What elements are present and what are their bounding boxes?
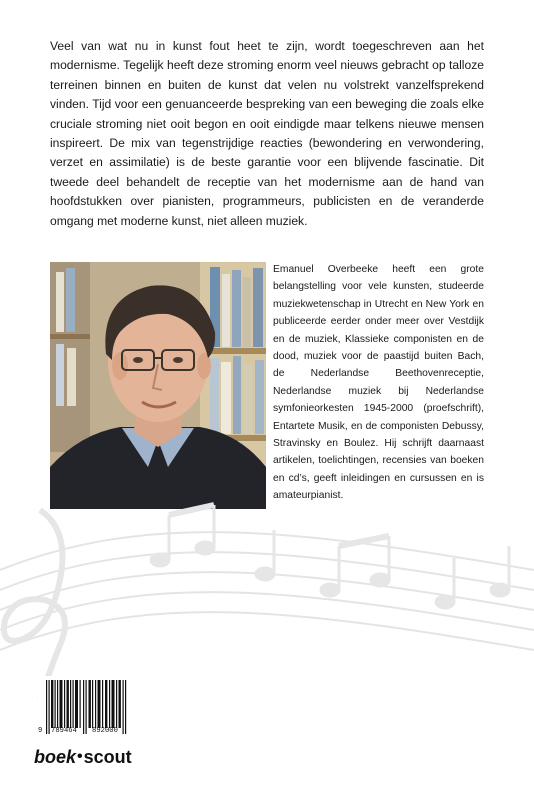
book-blurb: Veel van wat nu in kunst fout heet te zijn, wordt toegeschreven aan het modernisme. Tegelijk heeft deze stroming enorm veel nieuws gebracht op talloze terreinen binnen en buiten de kunst dat velen nu volstrekt vanzelfsprekend vinden. Tijd voor een genuanceerde bespreking van een beweging die zoals elke cruciale stroming niet ooit begon en ooit eindigde maar telkens nieuwe mensen inspireert. De mix van tegenstrijdige reacties (bewondering en verwondering, verzet en assimilatie) is de beste garantie voor een blijvende fascinatie. Dit tweede deel behandelt de receptie van het modernisme aan de hand van hoofdstukken over pianisten, programmeurs, publicisten en de veranderde omgang met moderne kunst, niet alleen muziek. [50, 39, 484, 228]
barcode-left-group: 789464 [51, 727, 77, 735]
logo-word-scout: scout [83, 747, 132, 767]
barcode-right-group: 892000 [92, 727, 118, 735]
barcode-first-digit: 9 [38, 727, 43, 735]
logo-word-boek: boek [34, 747, 77, 767]
publisher-logo [34, 747, 154, 771]
logo-separator: • [77, 748, 83, 765]
author-bio: Emanuel Overbeeke heeft een grote belangstelling voor vele kunsten, studeerde muziekwetenschap in Utrecht en New York en publiceerde eerder onder meer over Vestdijk en de muziek, Klassieke componisten en de dood, muziek voor de paastijd buiten Bach, de Nederlandse Beethovenreceptie, Nederlandse muziek bij Nederlandse symfonieorkesten 1945-2000 (proefschrift), Entartete Musik, en de componisten Debussy, Stravinsky en Boulez. Hij schrijft daarnaast artikelen, toelichtingen, recensies van boeken en cd’s, geeft inleidingen en cursussen en is amateurpianist. [273, 264, 484, 502]
barcode-digits [34, 727, 140, 739]
